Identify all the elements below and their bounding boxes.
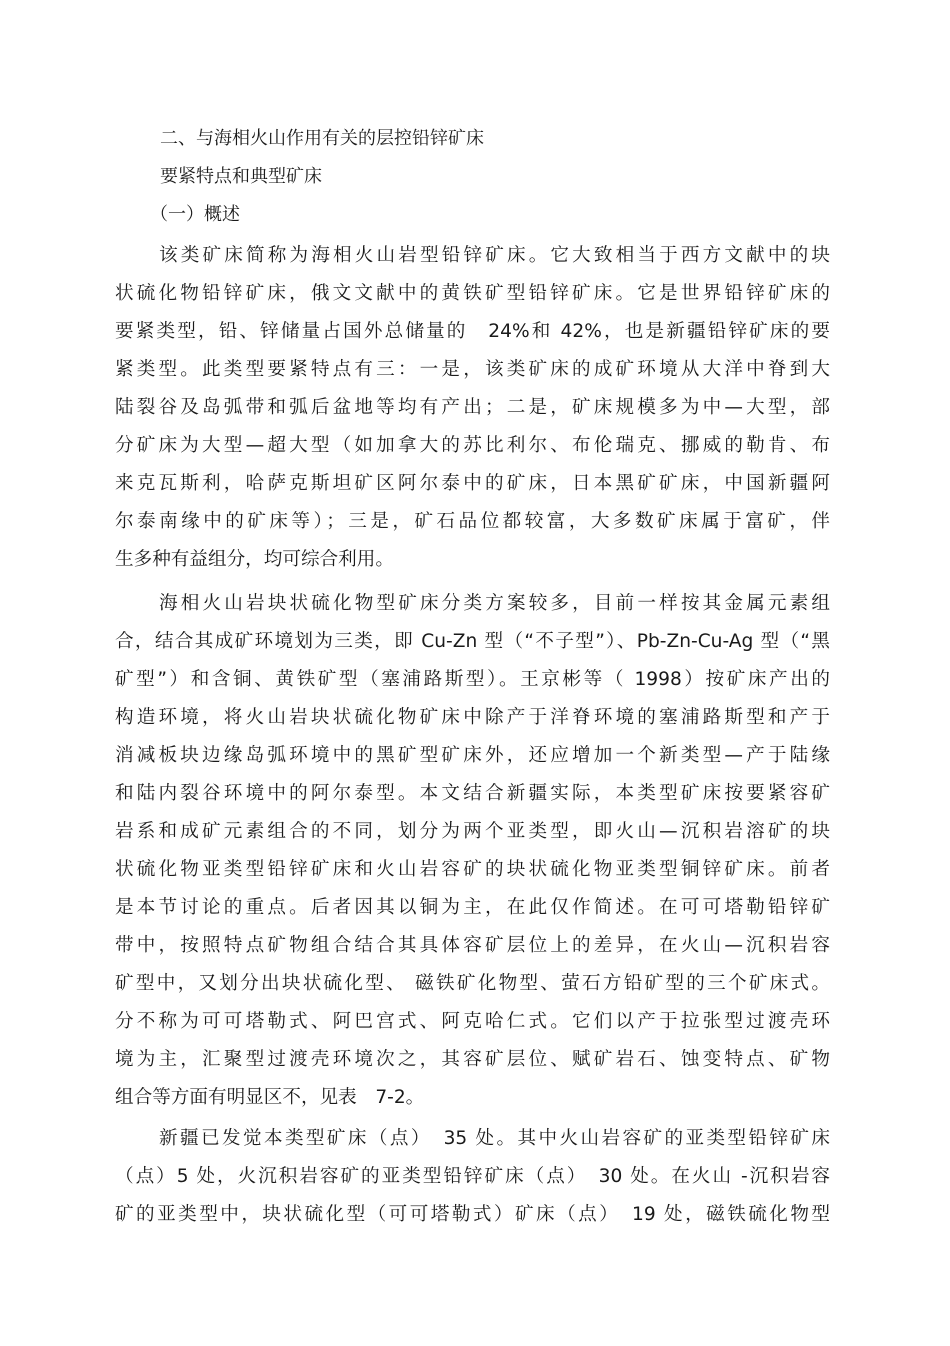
paragraph-line: 尔泰南缘中的矿床等）；三是，矿石品位都较富，大多数矿床属于富矿，伴 bbox=[115, 511, 830, 532]
paragraph-line: 分矿床为大型—超大型（如加拿大的苏比利尔、布伦瑞克、挪威的勒肯、布 bbox=[115, 435, 830, 456]
paragraph-line: 带中，按照特点矿物组合结合其具体容矿层位上的差异，在火山—沉积岩容 bbox=[115, 935, 830, 956]
paragraph-line: 岩系和成矿元素组合的不同，划分为两个亚类型，即火山—沉积岩溶矿的块 bbox=[115, 821, 830, 842]
paragraph-line: 合，结合其成矿环境划为三类，即 Cu-Zn 型（“不子型”）、Pb-Zn-Cu-Ag 型（“黑 bbox=[115, 631, 830, 652]
paragraph-line: 矿型”）和含铜、黄铁矿型（塞浦路斯型）。王京彬等（ 1998）按矿床产出的 bbox=[115, 669, 830, 690]
paragraph-line: 消减板块边缘岛弧环境中的黑矿型矿床外，还应增加一个新类型—产于陆缘 bbox=[115, 745, 830, 766]
paragraph-line: 状硫化物亚类型铅锌矿床和火山岩容矿的块状硫化物亚类型铜锌矿床。前者 bbox=[115, 859, 830, 880]
paragraph-line: 分不称为可可塔勒式、阿巴宫式、阿克哈仁式。它们以产于拉张型过渡壳环 bbox=[115, 1011, 830, 1032]
paragraph-line: 构造环境，将火山岩块状硫化物矿床中除产于洋脊环境的塞浦路斯型和产于 bbox=[115, 707, 830, 728]
paragraph-line: 来克瓦斯利，哈萨克斯坦矿区阿尔泰中的矿床，日本黑矿矿床，中国新疆阿 bbox=[115, 473, 830, 494]
paragraph-line: 组合等方面有明显区不，见表 7-2。 bbox=[115, 1087, 425, 1108]
overview-heading: （一）概述 bbox=[150, 204, 240, 225]
paragraph-3 bbox=[115, 1120, 830, 1234]
paragraph-line: 是本节讨论的重点。后者因其以铜为主，在此仅作简述。在可可塔勒铅锌矿 bbox=[115, 897, 830, 918]
paragraph-line: 矿型中，又划分出块状硫化型、 磁铁矿化物型、萤石方铅矿型的三个矿床式。 bbox=[115, 973, 830, 994]
paragraph-line: 该类矿床简称为海相火山岩型铅锌矿床。它大致相当于西方文献中的块 bbox=[159, 245, 830, 266]
paragraph-line: 和陆内裂谷环境中的阿尔泰型。本文结合新疆实际，本类型矿床按要紧容矿 bbox=[115, 783, 830, 804]
paragraph-line: 生多种有益组分，均可综合利用。 bbox=[115, 549, 394, 570]
paragraph-line: 状硫化物铅锌矿床，俄文文献中的黄铁矿型铅锌矿床。它是世界铅锌矿床的 bbox=[115, 283, 830, 304]
paragraph-line: 境为主，汇聚型过渡壳环境次之，其容矿层位、赋矿岩石、蚀变特点、矿物 bbox=[115, 1049, 830, 1070]
paragraph-line: 陆裂谷及岛弧带和弧后盆地等均有产出；二是，矿床规模多为中—大型，部 bbox=[115, 397, 830, 418]
paragraph-line: 要紧类型，铅、锌储量占国外总储量的 24%和 42%，也是新疆铅锌矿床的要 bbox=[115, 321, 830, 342]
paragraph-line: （点）5 处，火沉积岩容矿的亚类型铅锌矿床（点） 30 处。在火山 -沉积岩容 bbox=[115, 1166, 830, 1187]
paragraph-1 bbox=[115, 237, 830, 579]
section-heading: 二、与海相火山作用有关的层控铅锌矿床 bbox=[160, 128, 484, 149]
paragraph-line: 新疆已发觉本类型矿床（点） 35 处。其中火山岩容矿的亚类型铅锌矿床 bbox=[159, 1128, 830, 1149]
paragraph-line: 矿的亚类型中，块状硫化型（可可塔勒式）矿床（点） 19 处，磁铁硫化物型 bbox=[115, 1204, 830, 1225]
paragraph-line: 海相火山岩块状硫化物型矿床分类方案较多，目前一样按其金属元素组 bbox=[159, 593, 830, 614]
subsection-heading: 要紧特点和典型矿床 bbox=[160, 166, 322, 187]
paragraph-2 bbox=[115, 585, 830, 1117]
paragraph-line: 紧类型。此类型要紧特点有三：一是，该类矿床的成矿环境从大洋中脊到大 bbox=[115, 359, 830, 380]
